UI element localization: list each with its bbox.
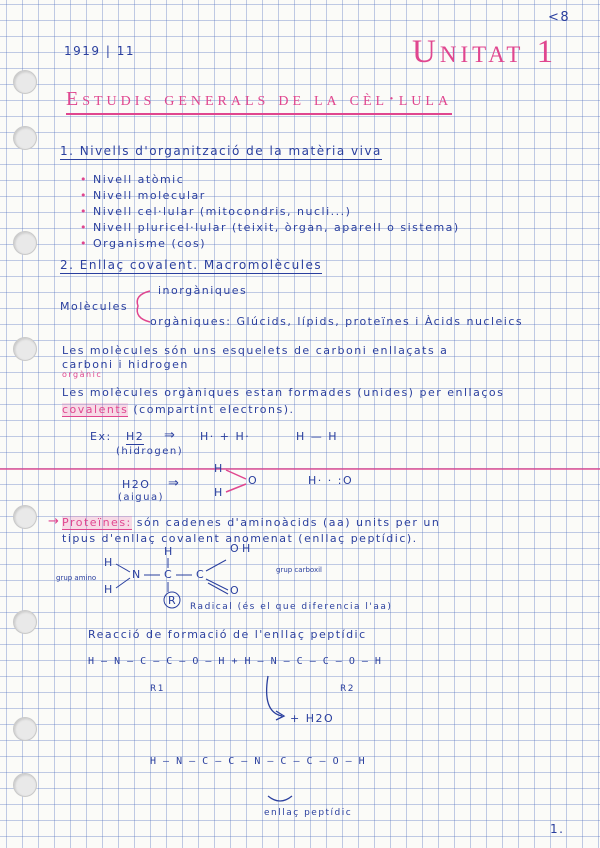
h2o-name: (aigua)	[118, 492, 165, 503]
proteins-heading: Proteïnes: són cadenes d'aminoàcids (aa) units per un	[62, 516, 441, 529]
list-item: • Nivell pluricel·lular (teixit, òrgan, aparell o sistema)	[80, 221, 460, 234]
date: 1919 | 11	[64, 44, 135, 58]
list-item: • Nivell atòmic	[80, 173, 185, 186]
h2-name: (hidrogen)	[116, 446, 184, 457]
binder-hole	[13, 70, 37, 94]
section2-heading: 2. Enllaç covalent. Macromolècules	[60, 258, 323, 272]
para2-line2: covalents (compartint electrons).	[62, 403, 295, 416]
svg-text:N: N	[132, 568, 141, 581]
h2o-arrow: ⇒	[168, 476, 181, 491]
binder-hole	[13, 773, 37, 797]
binder-hole	[13, 717, 37, 741]
svg-text:O: O	[230, 542, 239, 555]
svg-text:H: H	[214, 462, 223, 475]
h2-formula: H2	[126, 430, 145, 443]
list-item: • Organisme (cos)	[80, 237, 207, 250]
binder-hole	[13, 610, 37, 634]
branch-organic: orgàniques: Glúcids, lípids, proteïnes i Àcids nucleics	[150, 315, 524, 328]
page-tag: <8	[548, 10, 571, 25]
h2o-formula: H2O	[122, 478, 151, 491]
chapter-title: Estudis generals de la cèl·lula	[66, 88, 452, 115]
covalent-highlight: covalents	[62, 403, 129, 416]
svg-text:H: H	[104, 556, 113, 569]
carboxyl-group-label: grup carboxil	[276, 566, 322, 574]
list-item: • Nivell cel·lular (mitocondris, nucli...)	[80, 205, 352, 218]
reaction-equation-2: H — N — C — C — N — C — C — O — H	[150, 756, 366, 767]
water-product: + H2O	[290, 712, 335, 725]
binder-hole	[13, 231, 37, 255]
para1-line1: Les molècules són uns esquelets de carboni enllaçats a	[62, 344, 449, 357]
para1-note: orgànic	[62, 370, 103, 379]
svg-text:H: H	[104, 583, 113, 596]
section1-heading: 1. Nivells d'organització de la matèria viva	[60, 144, 382, 158]
svg-text:O: O	[248, 474, 257, 487]
reaction-title: Reacció de formació de l'enllaç peptídic	[88, 628, 367, 641]
h2o-result: H· · :O	[308, 474, 354, 487]
svg-text:R: R	[168, 594, 176, 607]
peptide-bond-label: enllaç peptídic	[264, 808, 353, 818]
para1-line2: carboni i hidrogen	[62, 358, 189, 371]
binder-hole	[13, 126, 37, 150]
svg-text:C: C	[164, 568, 172, 581]
svg-text:O: O	[230, 584, 239, 597]
binder-hole	[13, 505, 37, 529]
list-item: • Nivell molecular	[80, 189, 206, 202]
h2-arrow: ⇒	[164, 428, 177, 443]
reaction-equation-1: H — N — C — C — O — H + H — N — C — C — O — H	[88, 656, 382, 667]
unit-title: Unitat 1	[412, 34, 558, 70]
r1-label: R1	[150, 684, 165, 694]
branch-inorganic: inorgàniques	[158, 284, 248, 297]
proteins-line2: tipus d'enllaç covalent anomenat (enllaç peptídic).	[62, 532, 418, 545]
binder-hole	[13, 337, 37, 361]
svg-text:C: C	[196, 568, 204, 581]
pink-divider	[0, 468, 600, 470]
svg-text:H: H	[164, 545, 173, 558]
radical-note: Radical (és el que diferencia l'aa)	[190, 602, 393, 612]
svg-text:H: H	[214, 486, 223, 499]
h2-lewis: H· + H·	[200, 430, 251, 443]
amino-group-label: grup amino	[56, 574, 97, 582]
page-number: 1.	[550, 822, 565, 836]
para2-line1: Les molècules orgàniques estan formades (unides) per enllaços	[62, 386, 505, 399]
r2-label: R2	[340, 684, 355, 694]
proteins-arrow: →	[48, 514, 59, 529]
svg-text:H: H	[242, 542, 251, 555]
molecules-label: Molècules	[60, 300, 129, 313]
example-label: Ex:	[90, 430, 112, 443]
h2-result: H — H	[296, 430, 339, 443]
